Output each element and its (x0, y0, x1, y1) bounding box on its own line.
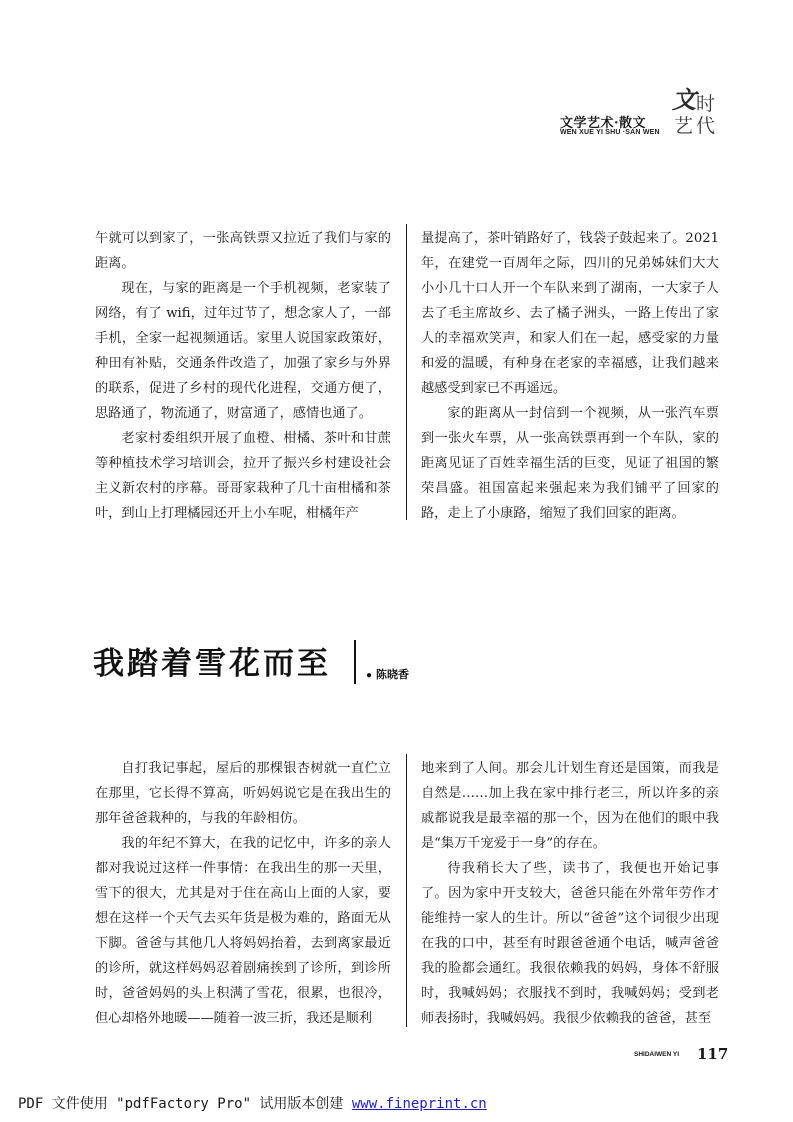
watermark-link[interactable]: www.fineprint.cn (351, 1096, 487, 1112)
author-name: 陈晓香 (376, 669, 410, 681)
paragraph: 午就可以到家了，一张高铁票又拉近了我们与家的距离。 (95, 231, 391, 271)
logo-char: 艺 (674, 115, 694, 137)
page-number: 117 (697, 1045, 729, 1063)
column-divider (406, 754, 407, 1027)
logo-char: 代 (696, 115, 716, 137)
column-pinyin: WEN XUE YI SHU ·SAN WEN (560, 129, 660, 136)
paragraph: 老家村委组织开展了血橙、柑橘、茶叶和甘蔗等种植技术学习培训会，拉开了振兴乡村建设社会主义新农村的序幕。哥哥家栽种了几十亩柑橘和茶叶，到山上打理橘园还开上小车呢，柑橘年产 (95, 431, 391, 521)
logo-char: 时 (696, 93, 716, 115)
watermark-text: PDF 文件使用 "pdfFactory Pro" 试用版本创建 (18, 1096, 352, 1112)
paragraph: 家的距离从一封信到一个视频，从一张汽车票到一张火车票，从一张高铁票再到一个车队，家的距离见证了百姓幸福生活的巨变，见证了祖国的繁荣昌盛。祖国富起来强起来为我们铺平了回家的路，走上了小康路，缩短了我们回家的距离。 (421, 406, 719, 521)
magazine-logo (672, 85, 720, 138)
paragraph: 地来到了人间。那会儿计划生育还是国策，而我是自然是……加上我在家中排行老三，所以许多的亲戚都说我是最幸福的那一个，因为在他们的眼中我是“集万千宠爱于一身”的存在。 (421, 761, 719, 851)
footer-magazine-name: SHIDAIWEN YI (634, 1051, 680, 1058)
section2-left-column (95, 756, 391, 1031)
section1-left-column (95, 226, 391, 526)
article-title: 我踏着雪花而至 (93, 646, 331, 682)
pdf-watermark (18, 1093, 487, 1113)
section1-right-column (421, 226, 719, 526)
column-title: 文学艺术·散文 (560, 116, 647, 131)
paragraph: 现在，与家的距离是一个手机视频，老家装了网络，有了 wifi，过年过节了，想念家人了，一部手机，全家一起视频通话。家里人说国家政策好，种田有补贴，交通条件改造了，加强了家乡与外界的联系，促进了乡村的现代化进程，交通方便了，思路通了，物流通了，财富通了，感情也通了。 (95, 281, 391, 421)
column-divider (406, 224, 407, 520)
paragraph: 待我稍长大了些，读书了，我便也开始记事了。因为家中开支较大，爸爸只能在外常年劳作才能维持一家人的生计。所以“爸爸”这个词很少出现在我的口中，甚至有时跟爸爸通个电话，喊声爸爸我的脸都会通红。我很依赖我的妈妈，身体不舒服时，我喊妈妈；衣服找不到时，我喊妈妈；受到老师表扬时，我喊妈妈。我很少依赖我的爸爸，甚至 (421, 861, 719, 1026)
paragraph: 我的年纪不算大，在我的记忆中，许多的亲人都对我说过这样一件事情：在我出生的那一天里，雪下的很大，尤其是对于住在高山上面的人家，要想在这样一个天气去买年货是极为难的，路面无从下脚。爸爸与其他几人将妈妈抬着，去到离家最近的诊所，就这样妈妈忍着剧痛挨到了诊所，到诊所时，爸爸妈妈的头上积满了雪花，很累，也很冷，但心却格外地暖——随着一波三折，我还是顺利 (95, 836, 391, 1026)
bullet-icon: ● (366, 670, 373, 681)
section2-right-column (421, 756, 719, 1031)
paragraph: 量提高了，茶叶销路好了，钱袋子鼓起来了。2021年，在建党一百周年之际，四川的兄弟姊妹们大大小小几十口人开一个车队来到了湖南，一大家子人去了毛主席故乡、去了橘子洲头，一路上传出了家人的幸福欢笑声，和家人们在一起，感受家的力量和爱的温暖，有种身在老家的幸福感，让我们越来越感受到家已不再遥远。 (421, 231, 719, 396)
article-author (366, 666, 409, 682)
title-divider (354, 640, 356, 684)
paragraph: 自打我记事起，屋后的那棵银杏树就一直伫立在那里，它长得不算高，听妈妈说它是在我出生的那年爸爸栽种的，与我的年龄相仿。 (95, 761, 391, 826)
logo-char: 文 (672, 85, 696, 114)
